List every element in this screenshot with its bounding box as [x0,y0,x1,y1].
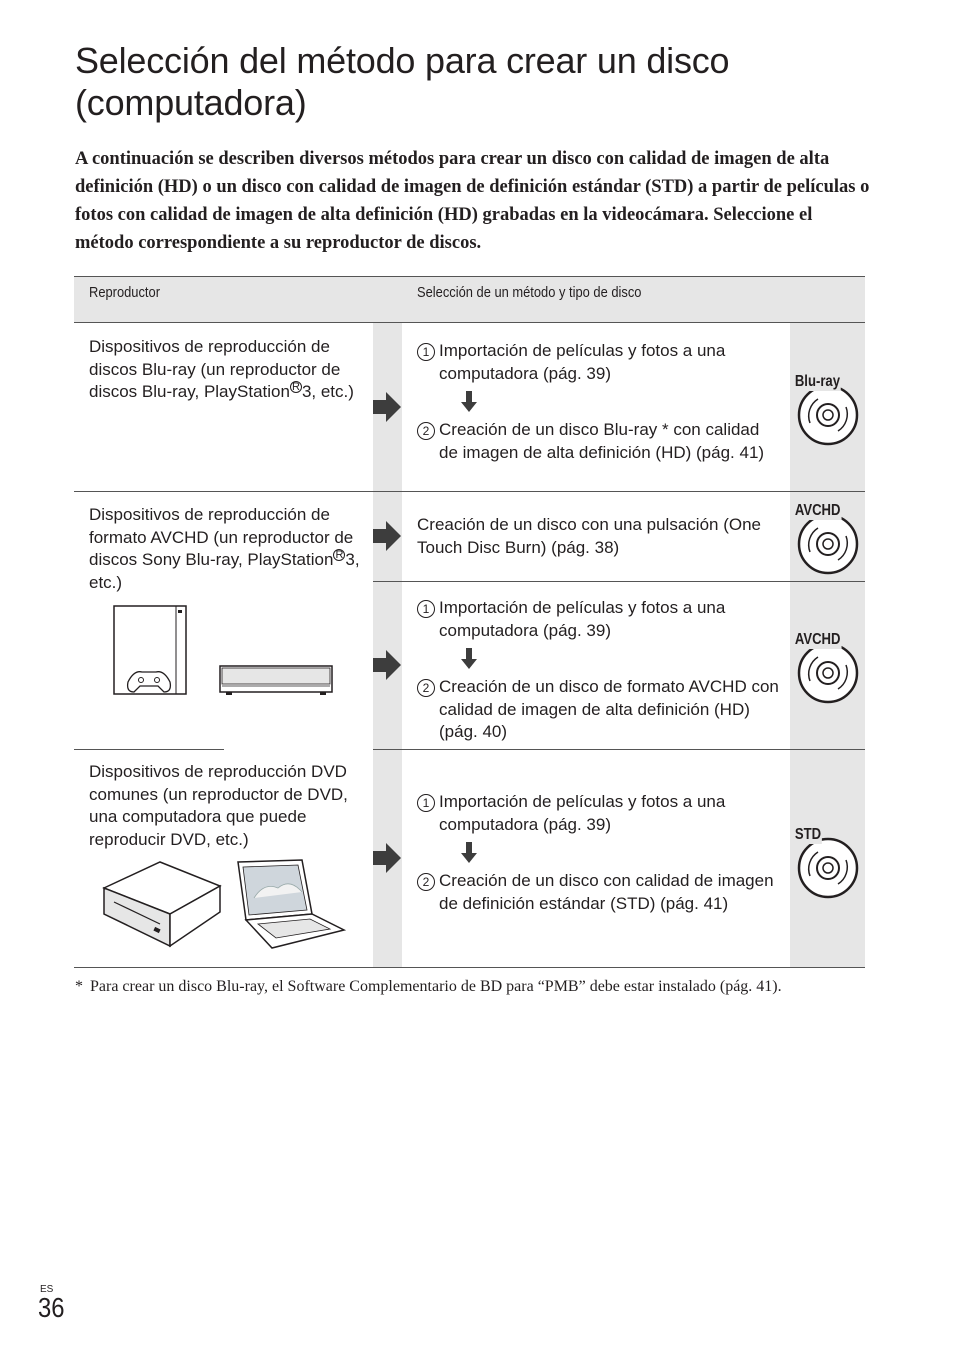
disc-label: AVCHD [794,502,841,519]
row-divider [373,581,865,582]
footnote: * Para crear un disco Blu-ray, el Software Complementario de BD para “PMB” debe estar instalado (pág. 41). [75,975,835,999]
row-divider [74,749,224,750]
table-header [74,276,865,323]
step-number: 2 [417,873,435,891]
laptop-icon [232,858,348,950]
player-dvd: Dispositivos de reproducción DVD comunes (un reproductor de DVD, una computadora que puede reproducir DVD, etc.) [89,762,348,849]
dvd-player-icon [100,858,224,950]
method-one-touch: Creación de un disco con una pulsación (One Touch Disc Burn) (pág. 38) [417,515,761,557]
down-arrow-icon [463,842,475,864]
header-method: Selección de un método y tipo de disco [417,284,642,301]
method-table [74,276,865,968]
page-title: Selección del método para crear un disco (computadora) [75,40,730,123]
footnote-mark: * [75,978,83,995]
player-bluray: Dispositivos de reproducción de discos Blu-ray (un reproductor de discos Blu-ray, PlayStation $^R$ 3, etc.) [89,337,354,401]
right-arrow-icon [373,650,401,680]
row-divider [373,749,865,750]
disc-label: Blu-ray [794,373,841,390]
step-number: 1 [417,794,435,812]
right-arrow-icon [373,521,401,551]
row-divider [74,491,865,492]
bluray-player-icon [218,664,336,698]
disc-label: STD [794,826,822,843]
method-dvd: 1 Importación de películas y fotos a una computadora (pág. 39) 2 Creación de un disco con calidad de imagen de definición estándar (STD) (pág. 41) [417,791,782,915]
disc-icon [792,502,864,574]
intro-paragraph: A continuación se describen diversos métodos para crear un disco con calidad de imagen de alta definición (HD) o un disco con calidad de imagen de definición estándar (STD) a partir de películas o fotos con calidad de imagen de alta definición (HD) grabadas en la videocámara. Seleccione el método correspondiente a su reproductor de discos. [75,149,870,253]
down-arrow-icon [463,391,475,413]
header-player: Reproductor [89,284,160,301]
language-code: ES [40,1284,54,1295]
method-avchd: 1 Importación de películas y fotos a una computadora (pág. 39) 2 Creación de un disco de formato AVCHD con calidad de imagen de alta definición (HD) (pág. 40) [417,597,782,744]
step-number: 1 [417,600,435,618]
table-bottom [74,967,865,968]
step-number: 1 [417,343,435,361]
disc-label: AVCHD [794,631,841,648]
disc-icon [792,373,864,445]
playstation-console-icon [112,604,192,698]
disc-icon [792,631,864,703]
player-avchd: Dispositivos de reproducción de formato AVCHD (un reproductor de discos Sony Blu-ray, PlayStation $^R$ 3, etc.) [89,505,360,592]
right-arrow-icon [373,392,401,422]
step-number: 2 [417,422,435,440]
method-bluray: 1 Importación de películas y fotos a una computadora (pág. 39) 2 Creación de un disco Blu-ray * con calidad de imagen de alta definición (HD) (pág. 41) [417,340,782,464]
disc-icon [792,826,864,898]
page-number: 36 [38,1292,65,1323]
right-arrow-icon [373,843,401,873]
step-number: 2 [417,679,435,697]
down-arrow-icon [463,648,475,670]
